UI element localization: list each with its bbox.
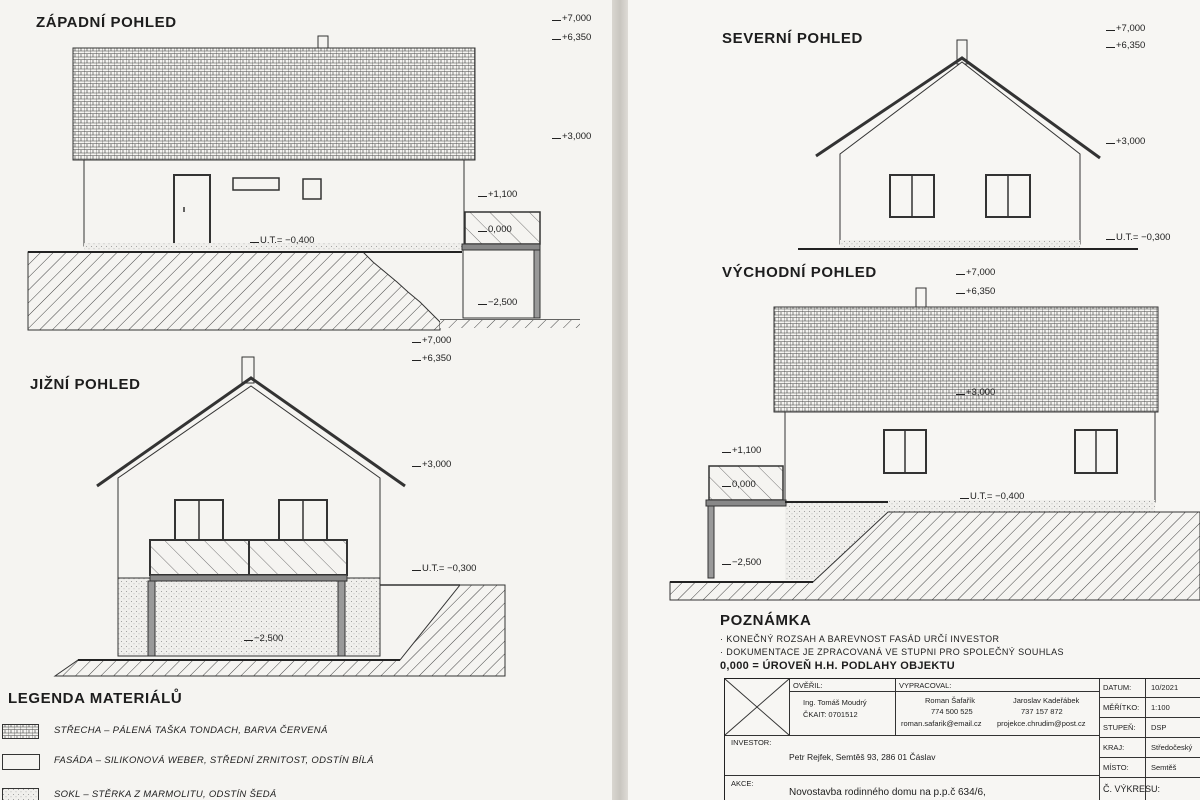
date-value: 10/2021 [1151, 683, 1179, 692]
legend-title: LEGENDA MATERIÁLŮ [8, 690, 183, 707]
level-mark: −2,500 [244, 634, 283, 644]
level-mark: +7,000 [552, 14, 591, 24]
level-mark: 0,000 [722, 480, 756, 490]
checked-name: Ing. Tomáš Moudrý [803, 698, 867, 707]
scale-label: MĚŘÍTKO: [1103, 703, 1140, 712]
page-gutter [612, 0, 628, 800]
level-mark: +1,100 [478, 190, 517, 200]
level-mark: +7,000 [956, 268, 995, 278]
level-mark: −2,500 [478, 298, 517, 308]
author1-email: roman.safarik@email.cz [901, 719, 982, 728]
checked-id: ČKAIT: 0701512 [803, 710, 858, 719]
title-block [724, 678, 1200, 800]
roof-tiles-swatch-icon [2, 724, 40, 740]
west-view-title: ZÁPADNÍ POHLED [36, 14, 177, 31]
checked-label: OVĚŘIL: [793, 681, 823, 690]
level-mark: +7,000 [412, 336, 451, 346]
stage-value: DSP [1151, 723, 1167, 732]
author2-email: projekce.chrudim@post.cz [997, 719, 1086, 728]
cross-box-icon [725, 679, 789, 743]
level-mark: +1,100 [722, 446, 761, 456]
action-label: AKCE: [731, 779, 754, 788]
chimney [916, 288, 926, 308]
level-mark: +6,350 [552, 33, 591, 43]
drawing-number-label: Č. VÝKRESU: [1103, 784, 1161, 794]
level-mark: U.T.= −0,300 [412, 564, 476, 574]
region-value: Středočeský [1151, 743, 1193, 752]
author2-name: Jaroslav Kadeřábek [1013, 696, 1080, 705]
level-mark: U.T.= −0,300 [1106, 233, 1170, 243]
level-mark: +6,350 [956, 287, 995, 297]
south-view-title: JIŽNÍ POHLED [30, 376, 141, 393]
terrain [670, 512, 1200, 600]
level-mark: +3,000 [552, 132, 591, 142]
place-value: Semtěš [1151, 763, 1177, 772]
zero-level-note: 0,000 = ÚROVEŇ H.H. PODLAHY OBJEKTU [720, 660, 955, 672]
east-elevation-drawing [628, 0, 1200, 610]
region-label: KRAJ: [1103, 743, 1125, 752]
level-mark: −2,500 [722, 558, 761, 568]
note-title: POZNÁMKA [720, 612, 812, 629]
south-elevation-drawing [0, 0, 612, 700]
scale-value: 1:100 [1151, 703, 1170, 712]
plinth-swatch-icon [2, 788, 40, 800]
level-mark: 0,000 [478, 225, 512, 235]
prepared-label: VYPRACOVAL: [899, 681, 952, 690]
level-mark: +3,000 [956, 388, 995, 398]
level-mark: +6,350 [1106, 41, 1145, 51]
drawing-sheet-right [628, 0, 1200, 800]
author1-phone: 774 500 525 [931, 707, 973, 716]
author1-name: Roman Šafařík [925, 696, 976, 705]
level-mark: +6,350 [412, 354, 451, 364]
place-label: MÍSTO: [1103, 763, 1129, 772]
plain-swatch-icon [2, 754, 40, 770]
action-value: Novostavba rodinného domu na p.p.č 634/6, [789, 787, 986, 798]
investor-label: INVESTOR: [731, 738, 772, 747]
date-label: DATUM: [1103, 683, 1132, 692]
level-mark: U.T.= −0,400 [960, 492, 1024, 502]
level-mark: +3,000 [412, 460, 451, 470]
legend-item: STŘECHA – PÁLENÁ TAŠKA TONDACH, BARVA ČERVENÁ [2, 722, 602, 740]
legend-item: SOKL – STĚRKA Z MARMOLITU, ODSTÍN ŠEDÁ [2, 786, 602, 800]
east-view-title: VÝCHODNÍ POHLED [722, 264, 877, 281]
legend-item: FASÁDA – SILIKONOVÁ WEBER, STŘEDNÍ ZRNITOST, ODSTÍN BÍLÁ [2, 752, 602, 770]
author2-phone: 737 157 872 [1021, 707, 1063, 716]
stage-label: STUPEŇ: [1103, 723, 1136, 732]
level-mark: +3,000 [1106, 137, 1145, 147]
north-view-title: SEVERNÍ POHLED [722, 30, 863, 47]
investor-value: Petr Rejfek, Semtěš 93, 286 01 Čáslav [789, 752, 936, 762]
note-line: · DOKUMENTACE JE ZPRACOVANÁ VE STUPNI PRO SPOLEČNÝ SOUHLAS [720, 647, 1064, 657]
level-mark: U.T.= −0,400 [250, 236, 314, 246]
level-mark: +7,000 [1106, 24, 1145, 34]
note-line: · KONEČNÝ ROZSAH A BAREVNOST FASÁD URČÍ INVESTOR [720, 634, 1000, 644]
